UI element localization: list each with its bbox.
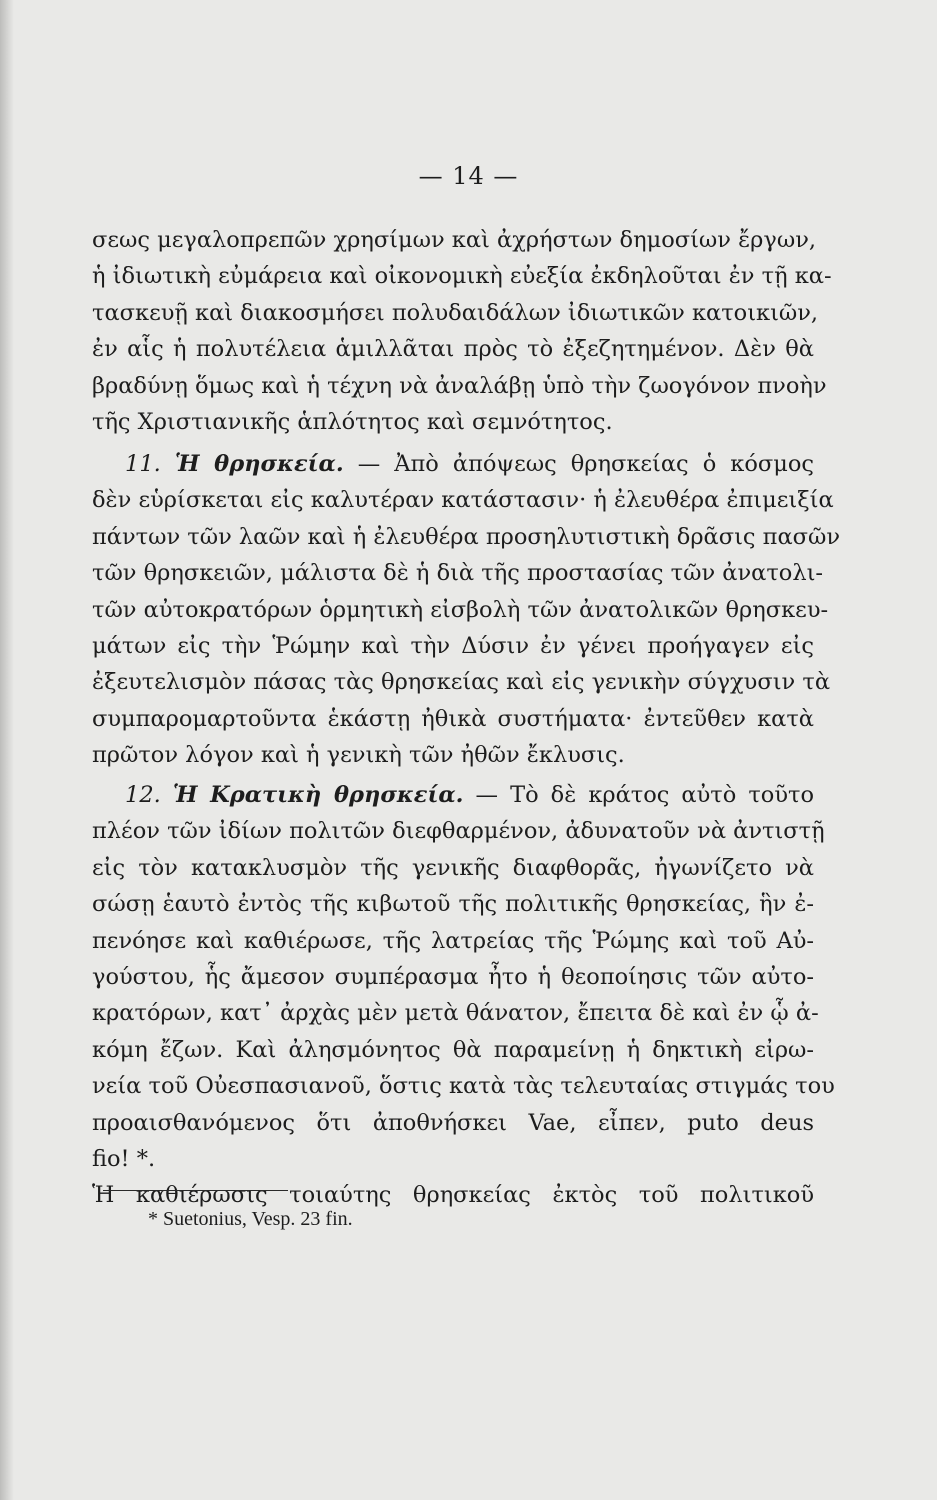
section-title: Ἡ Κρατικὴ θρησκεία. [172, 782, 464, 808]
text-line: τῆς Χριστιανικῆς ἁπλότητος καὶ σεμνότητος. [92, 409, 613, 436]
section-first-line: — Ἀπὸ ἀπόψεως θρησκείας ὁ κόσμος [357, 451, 815, 477]
text-line: κόμη ἔζων. Καὶ ἀλησμόνητος θὰ παραμείνῃ ἡ δηκτικὴ εἰρω- [92, 1036, 814, 1063]
text-line: πάντων τῶν λαῶν καὶ ἡ ἐλευθέρα προσηλυτιστικὴ δρᾶσις πασῶν [92, 523, 841, 550]
text-line: γούστου, ἧς ἄμεσον συμπέρασμα ἦτο ἡ θεοποίησις τῶν αὐτο- [92, 964, 814, 991]
text-line: τασκευῇ καὶ διακοσμήσει πολυδαιδάλων ἰδιωτικῶν κατοικιῶν, [92, 299, 819, 326]
text-line: νεία τοῦ Οὐεσπασιανοῦ, ὅστις κατὰ τὰς τελευταίας στιγμάς του [92, 1073, 835, 1100]
text-line: πρῶτον λόγον καὶ ἡ γενικὴ τῶν ἠθῶν ἔκλυσις. [92, 742, 625, 769]
footnote: * Suetonius, Vesp. 23 fin. [148, 1208, 353, 1230]
section-heading-line [92, 777, 814, 813]
continuation-line: Ἡ καθιέρωσις τοιαύτης θρησκείας ἐκτὸς τοῦ πολιτικοῦ [92, 1182, 814, 1209]
section-12 [92, 777, 835, 1214]
text-line: συμπαρομαρτοῦντα ἑκάστῃ ἠθικὰ συστήματα· ἐντεῦθεν κατὰ [92, 705, 814, 732]
text-line: ἐν αἷς ἡ πολυτέλεια ἁμιλλᾶται πρὸς τὸ ἐξεζητημένον. Δὲν θὰ [92, 336, 814, 363]
section-number: 11. [125, 451, 161, 477]
text-line: τῶν αὐτοκρατόρων ὁρμητικὴ εἰσβολὴ τῶν ἀνατολικῶν θρησκευ- [92, 596, 829, 623]
section-first-line: — Τὸ δὲ κράτος αὐτὸ τοῦτο [475, 782, 815, 808]
footnote-rule [103, 1190, 288, 1191]
page-number: — 14 — [418, 162, 519, 190]
text-line: κρατόρων, κατ᾽ ἀρχὰς μὲν μετὰ θάνατον, ἔπειτα δὲ καὶ ἐν ᾧ ἀ- [92, 1000, 819, 1027]
section-11 [92, 446, 841, 774]
text-line: βραδύνῃ ὅμως καὶ ἡ τέχνη νὰ ἀναλάβῃ ὑπὸ τὴν ζωογόνον πνοὴν [92, 372, 827, 399]
section-number: 12. [125, 782, 161, 808]
text-line: σεως μεγαλοπρεπῶν χρησίμων καὶ ἀχρήστων δημοσίων ἔργων, [92, 227, 817, 253]
paragraph-1 [92, 222, 832, 440]
page-edge [0, 0, 14, 1500]
text-line: τῶν θρησκειῶν, μάλιστα δὲ ἡ διὰ τῆς προστασίας τῶν ἀνατολι- [92, 560, 824, 587]
section-title: Ἡ θρησκεία. [174, 451, 344, 477]
text-line: μάτων εἰς τὴν Ῥώμην καὶ τὴν Δύσιν ἐν γένει προήγαγεν εἰς [92, 633, 814, 660]
text-line: fio! *. [92, 1146, 156, 1173]
section-heading-line [92, 446, 814, 482]
text-line: δὲν εὑρίσκεται εἰς καλυτέραν κατάστασιν· ἡ ἐλευθέρα ἐπιμειξία [92, 487, 834, 514]
text-line: ἡ ἰδιωτικὴ εὐμάρεια καὶ οἰκονομικὴ εὐεξία ἐκδηλοῦται ἐν τῇ κα- [92, 263, 832, 290]
text-line: πλέον τῶν ἰδίων πολιτῶν διεφθαρμένον, ἀδυνατοῦν νὰ ἀντιστῇ [92, 818, 825, 845]
text-line: εἰς τὸν κατακλυσμὸν τῆς γενικῆς διαφθορᾶς, ἠγωνίζετο νὰ [92, 854, 814, 881]
text-line: ἐξευτελισμὸν πάσας τὰς θρησκείας καὶ εἰς γενικὴν σύγχυσιν τὰ [92, 669, 831, 696]
text-line: προαισθανόμενος ὅτι ἀποθνήσκει Vae, εἶπεν, puto deus [92, 1109, 814, 1136]
text-line: σώσῃ ἑαυτὸ ἐντὸς τῆς κιβωτοῦ τῆς πολιτικῆς θρησκείας, ἣν ἐ- [92, 891, 814, 918]
text-line: πενόησε καὶ καθιέρωσε, τῆς λατρείας τῆς Ῥώμης καὶ τοῦ Αὐ- [92, 927, 814, 954]
